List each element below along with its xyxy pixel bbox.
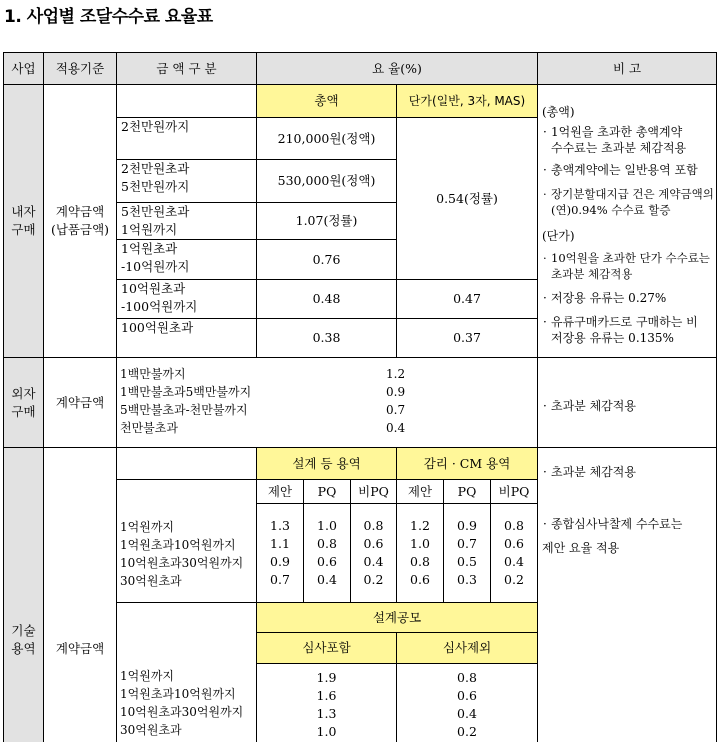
domestic-amount-row: 10억원초과 -100억원까지: [116, 279, 257, 319]
foreign-rate: 0.4: [386, 421, 406, 435]
tech-amount: 30억원초과: [120, 574, 182, 588]
domestic-unit-row: 0.47: [396, 279, 538, 319]
tech-contest-amount: 10억원초과30억원까지: [120, 705, 244, 719]
tech-cm-pq: 0.9 0.7 0.5 0.3: [443, 503, 491, 603]
tech-cm-nonpq: 0.8 0.6 0.4 0.2: [490, 503, 538, 603]
domestic-subheader-total: 총액: [256, 84, 397, 118]
domestic-subheader-unit: 단가(일반, 3자, MAS): [396, 84, 538, 118]
tech-contest-incl-rates: 1.9 1.6 1.3 1.0: [256, 663, 397, 742]
header-remark: 비 고: [537, 52, 717, 85]
tech-amount: 10억원초과30억원까지: [120, 556, 244, 570]
tech-subcol: 비PQ: [350, 479, 397, 504]
foreign-amount: 천만불초과: [120, 421, 178, 435]
foreign-amount: 1백만불까지: [120, 367, 186, 381]
page-title: 1. 사업별 조달수수료 요율표: [4, 7, 213, 27]
tech-contest-header: 설계공모: [256, 602, 538, 633]
tech-remarks: [537, 447, 717, 742]
domestic-total-row: 530,000원(정액): [256, 159, 397, 203]
domestic-total-row: 210,000원(정액): [256, 117, 397, 160]
tech-amount: 1억원까지: [120, 520, 175, 534]
domestic-unit-merged: 0.54(정률): [396, 117, 538, 280]
remark-heading-unit: (단가): [542, 229, 575, 243]
tech-amount: 1억원초과10억원까지: [120, 538, 236, 552]
domestic-unit-row: 0.37: [396, 318, 538, 358]
remark-bullet: · 초과분 체감적용: [542, 464, 636, 480]
tech-subcol: 제안: [396, 479, 444, 504]
domestic-amount-row: 2천만원까지: [116, 117, 257, 160]
domestic-total-row: 0.76: [256, 239, 397, 280]
domestic-total-row: 0.48: [256, 279, 397, 319]
tech-subcol: 비PQ: [490, 479, 538, 504]
domestic-amount-blank: [116, 84, 257, 118]
tech-contest-excl-header: 심사제외: [396, 632, 538, 664]
header-basis: 적용기준: [43, 52, 117, 85]
tech-contest-amount: 30억원초과: [120, 723, 182, 737]
tech-contest-excl-rates: 0.8 0.6 0.4 0.2: [396, 663, 538, 742]
tech-basis: 계약금액: [43, 447, 117, 742]
tech-cm-header: 감리 · CM 용역: [396, 447, 538, 480]
remark-heading-total: (총액): [542, 105, 575, 119]
tech-subcol: 제안: [256, 479, 304, 504]
domestic-total-row: 0.38: [256, 318, 397, 358]
domestic-amount-row: 1억원초과 -10억원까지: [116, 239, 257, 280]
fee-rate-table: [3, 52, 717, 742]
domestic-amount-row: 100억원초과: [116, 318, 257, 358]
foreign-biz: 외자 구매: [3, 357, 44, 448]
tech-biz: 기술 용역: [3, 447, 44, 742]
domestic-amount-row: 2천만원초과 5천만원까지: [116, 159, 257, 203]
domestic-total-row: 1.07(정률): [256, 202, 397, 240]
remark-bullet: · 저장용 유류는 0.27%: [542, 290, 666, 306]
remark-bullet: · 초과분 체감적용: [542, 398, 636, 414]
tech-amount-blank: [116, 447, 257, 480]
foreign-basis: 계약금액: [43, 357, 117, 448]
tech-subcol: PQ: [443, 479, 491, 504]
header-amount: 금 액 구 분: [116, 52, 257, 85]
foreign-rate: 0.7: [386, 403, 406, 417]
remark-bullet: · 1억원을 초과한 총액계약 수수료는 초과분 체감적용: [542, 124, 686, 156]
foreign-rate: 1.2: [386, 367, 406, 381]
header-rate: 요 율(%): [256, 52, 538, 85]
tech-design-header: 설계 등 용역: [256, 447, 397, 480]
remark-bullet: · 종합심사낙찰제 수수료는 제안 요율 적용: [542, 516, 682, 556]
foreign-rate: 0.9: [386, 385, 406, 399]
tech-design-nonpq: 0.8 0.6 0.4 0.2: [350, 503, 397, 603]
foreign-amount: 5백만불초과-천만불까지: [120, 403, 248, 417]
tech-design-pq: 1.0 0.8 0.6 0.4: [303, 503, 351, 603]
tech-cm-proposal: 1.2 1.0 0.8 0.6: [396, 503, 444, 603]
tech-contest-amount: 1억원까지: [120, 669, 175, 683]
header-biz: 사업: [3, 52, 44, 85]
domestic-amount-row: 5천만원초과 1억원까지: [116, 202, 257, 240]
remark-bullet: · 총액계약에는 일반용역 포함: [542, 162, 698, 178]
remark-bullet: · 장기분할대지급 건은 계약금액의 (연)0.94% 수수료 할증: [542, 186, 714, 218]
remark-bullet: · 10억원을 초과한 단가 수수료는 초과분 체감적용: [542, 250, 710, 282]
domestic-basis: 계약금액 (납품금액): [43, 84, 117, 358]
tech-subcol: PQ: [303, 479, 351, 504]
tech-design-proposal: 1.3 1.1 0.9 0.7: [256, 503, 304, 603]
remark-bullet: · 유류구매카드로 구매하는 비 저장용 유류는 0.135%: [542, 314, 698, 346]
tech-contest-amount: 1억원초과10억원까지: [120, 687, 236, 701]
tech-contest-incl-header: 심사포함: [256, 632, 397, 664]
domestic-biz: 내자 구매: [3, 84, 44, 358]
foreign-amount: 1백만불초과5백만불까지: [120, 385, 252, 399]
